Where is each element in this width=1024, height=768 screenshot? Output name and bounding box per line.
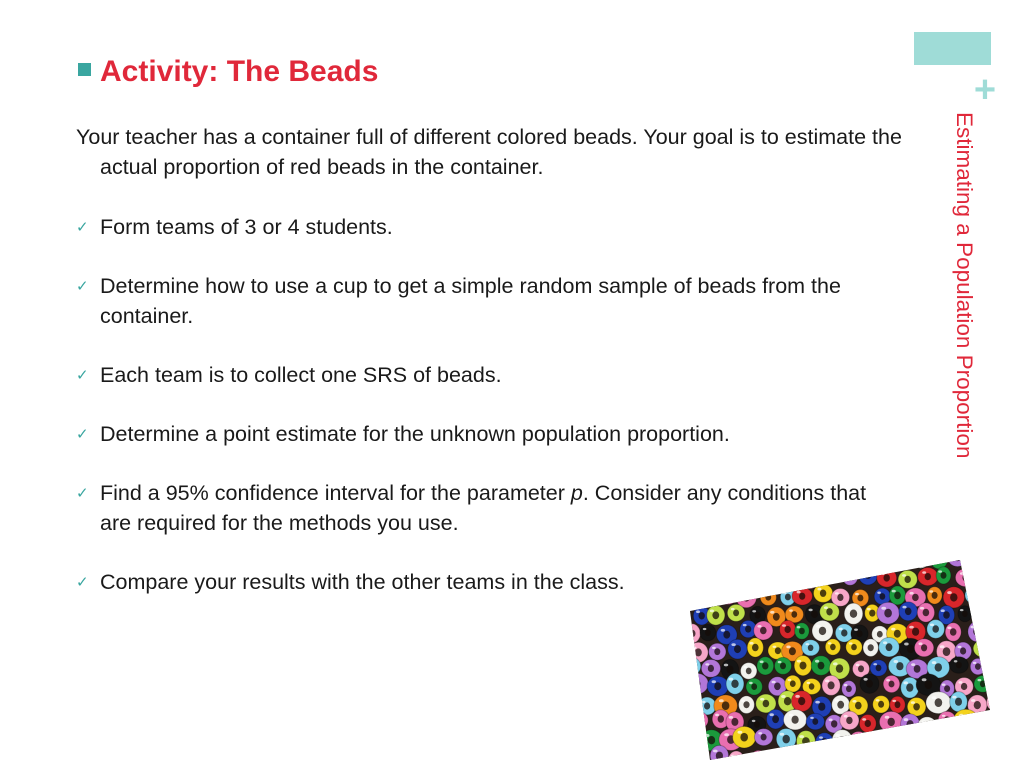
bead [690, 673, 708, 694]
bead [700, 625, 716, 641]
step-text-end: . Consider any conditions that are required for the methods you use. [100, 481, 867, 535]
list-item [76, 212, 896, 242]
accent-bar [914, 32, 991, 65]
list-item [76, 478, 896, 538]
bead [879, 638, 900, 657]
step-text: Form teams of 3 or 4 students. [100, 215, 393, 239]
bead [973, 640, 990, 658]
bead [973, 745, 990, 760]
intro-paragraph: Your teacher has a container full of different colored beads. Your goal is to estimate the actual proportion of red beads in the container. [76, 125, 902, 179]
bead [877, 569, 897, 587]
bead [927, 587, 942, 604]
bead [690, 642, 708, 662]
bead [986, 560, 990, 566]
bead [737, 560, 754, 570]
step-text: Determine a point estimate for the unknown population proportion. [100, 422, 730, 446]
bead [938, 711, 955, 727]
bead [812, 620, 833, 641]
bead [968, 622, 986, 642]
bead [741, 663, 757, 680]
bead [897, 750, 920, 761]
bead [987, 623, 990, 645]
colored-beads-photo [690, 560, 990, 760]
bead [776, 560, 793, 571]
bead [879, 711, 903, 732]
checkmark-icon: ✓ [76, 278, 89, 295]
bead [975, 569, 990, 586]
bead [834, 560, 849, 567]
bead [840, 711, 859, 730]
bead [791, 691, 812, 712]
bead [986, 662, 990, 679]
bead [745, 569, 763, 590]
bead [887, 560, 906, 567]
bead [690, 694, 703, 715]
heading-text: Activity: The Beads [100, 55, 379, 88]
bead [760, 589, 776, 605]
bead [963, 727, 986, 748]
bead [901, 714, 920, 735]
bead [690, 586, 703, 605]
parameter-p: p [570, 481, 583, 505]
bead [762, 569, 784, 589]
bead [880, 749, 902, 760]
bead [832, 730, 852, 751]
bead [811, 656, 831, 676]
bead [926, 692, 951, 714]
bead [870, 660, 887, 676]
bead [733, 726, 756, 748]
bead [846, 639, 862, 655]
bead [971, 604, 990, 623]
bead [858, 565, 877, 585]
bead [938, 747, 959, 760]
bead [898, 570, 917, 588]
bead [776, 729, 796, 750]
bead [780, 620, 796, 638]
bead [850, 732, 868, 748]
step-text: Each team is to collect one SRS of beads. [100, 363, 502, 387]
checkmark-icon: ✓ [76, 219, 89, 236]
bead [707, 606, 725, 626]
bead [754, 729, 772, 746]
bead [892, 729, 907, 745]
bead [917, 750, 934, 760]
bead [958, 748, 975, 760]
bead [824, 567, 839, 585]
bead [784, 710, 807, 730]
bead [859, 715, 876, 733]
list-item [76, 271, 896, 331]
bead [981, 729, 990, 748]
bead [965, 586, 982, 603]
bead [746, 678, 762, 695]
bead [890, 696, 905, 713]
bead [918, 568, 938, 586]
bead [914, 639, 933, 657]
bead [825, 639, 840, 655]
bead [814, 584, 833, 602]
bead [949, 657, 968, 674]
bead [812, 560, 831, 569]
bead [955, 569, 975, 587]
bead [755, 560, 774, 568]
square-bullet-icon [78, 63, 91, 76]
bead [982, 586, 990, 607]
bead [797, 731, 816, 753]
section-title-vertical: Estimating a Population Proportion [952, 112, 977, 459]
bead [727, 604, 745, 621]
bead [948, 728, 970, 747]
bead [970, 658, 985, 674]
bead [801, 568, 820, 589]
step-text: Determine how to use a cup to get a simple random sample of beads from the container. [100, 274, 841, 328]
bead [728, 639, 747, 659]
slide-heading [78, 54, 378, 90]
bead [806, 713, 824, 729]
bead [820, 603, 840, 621]
bead [717, 560, 737, 572]
bead [873, 560, 890, 569]
bead [699, 560, 720, 568]
bead [860, 674, 879, 693]
bead [706, 567, 723, 587]
bead [690, 711, 708, 729]
bead [729, 567, 750, 588]
bead [843, 752, 859, 760]
bead [917, 603, 934, 622]
bead [974, 676, 990, 693]
bead [918, 717, 936, 733]
bead [757, 657, 774, 675]
step-text [100, 481, 866, 535]
bead [785, 747, 803, 760]
step-text: Compare your results with the other teams in the class. [100, 570, 625, 594]
bead [707, 676, 728, 696]
bead [716, 583, 739, 605]
bead [785, 572, 800, 589]
bead [754, 621, 773, 640]
bead [945, 623, 961, 642]
bead [739, 696, 755, 714]
bead [928, 728, 949, 749]
bead [860, 747, 876, 760]
checkmark-icon: ✓ [76, 367, 89, 384]
bead [842, 568, 858, 586]
bead [889, 586, 905, 605]
checkmark-icon: ✓ [76, 426, 89, 443]
bead [701, 660, 720, 678]
bead [699, 585, 723, 607]
bead [927, 620, 945, 639]
bead [877, 602, 900, 624]
plus-icon: + [973, 69, 997, 111]
step-text-start: Find a 95% confidence interval for the parameter [100, 481, 571, 505]
bead [863, 639, 878, 657]
bead [690, 727, 703, 749]
bead [913, 729, 928, 747]
bead [690, 569, 710, 589]
bead [709, 643, 726, 660]
bead [769, 750, 784, 760]
bead [785, 675, 801, 692]
bead [943, 587, 964, 608]
bead [726, 673, 744, 694]
bead [827, 749, 841, 760]
bead [873, 696, 890, 713]
list-item [76, 360, 896, 390]
bead [875, 734, 890, 750]
bead [844, 603, 863, 624]
bead [974, 712, 988, 729]
bead [816, 733, 834, 750]
bead [767, 709, 785, 729]
bead [883, 675, 900, 692]
bead [792, 587, 812, 605]
bead [936, 567, 951, 584]
bead [797, 560, 814, 567]
bead [899, 602, 918, 621]
bead [747, 638, 763, 657]
bead [967, 560, 989, 573]
list-item [76, 419, 896, 449]
checkmark-icon: ✓ [76, 485, 89, 502]
bead [807, 750, 822, 760]
checkmark-icon: ✓ [76, 574, 89, 591]
bead [690, 560, 698, 569]
bead [855, 560, 872, 569]
bead [822, 675, 840, 695]
bead [691, 750, 709, 760]
bead [794, 656, 812, 676]
bead [958, 606, 972, 622]
bead [907, 698, 926, 717]
bead [795, 623, 810, 640]
bead [802, 640, 820, 656]
bead [954, 709, 978, 731]
bead [775, 657, 792, 674]
bead [842, 681, 856, 697]
